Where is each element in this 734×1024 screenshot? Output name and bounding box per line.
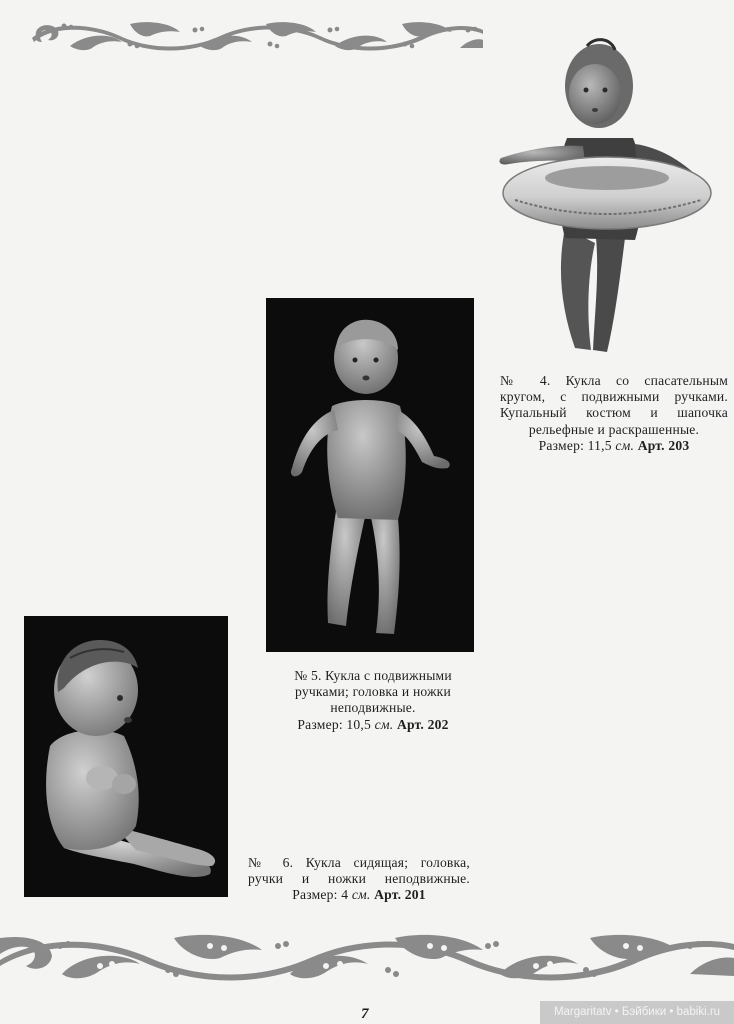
size-unit: см. (374, 716, 394, 732)
caption-line: рельефные и раскрашенные. (528, 421, 700, 437)
caption-item-4 (500, 373, 728, 454)
size-unit: см. (615, 437, 635, 453)
caption-item-6 (248, 855, 470, 904)
sitting-doll-photo (24, 616, 228, 897)
caption-line: № 5. Кукла с подвижными (294, 668, 452, 683)
watermark: Margaritatv • Бэйбики • babiki.ru (540, 1001, 734, 1024)
article-number: Арт. 201 (374, 887, 426, 903)
caption-item-5 (268, 668, 478, 733)
top-ornament-border (30, 18, 485, 52)
standing-doll-figure (266, 298, 474, 652)
size-line (268, 717, 478, 733)
size-line (500, 438, 728, 454)
caption-line: № 6. Кукла сидящая; головка, (248, 855, 470, 870)
standing-doll-photo (266, 298, 474, 652)
size-label: Размер: 11,5 (538, 437, 612, 453)
article-number: Арт. 203 (637, 437, 690, 453)
size-line (248, 887, 470, 903)
size-unit: см. (351, 887, 371, 903)
caption-line: ручками; головка и ножки (295, 684, 451, 700)
caption-line: ручки и ножки неподвижные. (248, 871, 470, 887)
doll-with-life-ring-photo (495, 28, 727, 360)
sitting-doll-figure (24, 616, 228, 897)
bottom-ornament-border (0, 930, 734, 986)
caption-line: кругом, с подвижными ручками. (500, 389, 728, 405)
page-number: 7 (361, 1006, 369, 1022)
caption-line: Купальный костюм и шапочка (500, 405, 728, 421)
caption-line: № 4. Кукла со спасательным (500, 373, 728, 388)
caption-line: неподвижные. (330, 700, 416, 716)
size-label: Размер: 4 (292, 887, 349, 903)
size-label: Размер: 10,5 (297, 716, 371, 732)
article-number: Арт. 202 (396, 716, 449, 732)
